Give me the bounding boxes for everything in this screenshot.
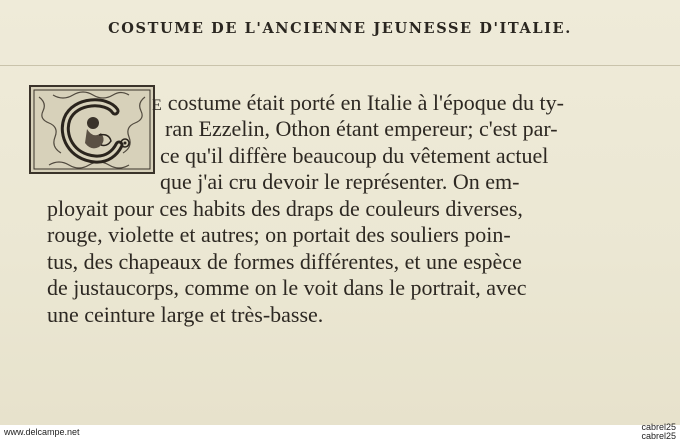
- paragraph-line-9: une ceinture large et très-basse.: [47, 302, 324, 327]
- paragraph-line-6: rouge, violette et autres; on portait des souliers poin-: [47, 222, 511, 247]
- ornate-letter-c-icon: [29, 85, 155, 174]
- watermark-seller: [641, 423, 676, 441]
- dropcap-continuation: E: [152, 97, 163, 114]
- watermark-bar: [0, 422, 680, 441]
- paragraph-line-8: de justaucorps, comme on le voit dans le portrait, avec: [47, 275, 527, 300]
- paragraph-line-1-text: costume était porté en Italie à l'époque du ty-: [162, 90, 564, 115]
- watermark-seller-line-2: cabrel25: [641, 431, 676, 441]
- paragraph-line-4: que j'ai cru devoir le représenter. On em-: [160, 169, 520, 194]
- page-title: COSTUME DE L'ANCIENNE JEUNESSE D'ITALIE.: [108, 20, 572, 37]
- watermark-site: www.delcampe.net: [4, 427, 80, 437]
- watermark-seller-line-1: cabrel25: [641, 422, 676, 432]
- paragraph-line-1: [152, 90, 564, 116]
- paragraph-line-3: ce qu'il diffère beaucoup du vêtement actuel: [160, 143, 549, 168]
- paragraph-line-7: tus, des chapeaux de formes différentes, et une espèce: [47, 249, 522, 274]
- divider: [0, 65, 680, 66]
- paragraph-line-2: ran Ezzelin, Othon étant empereur; c'est par-: [165, 116, 558, 141]
- paragraph-line-5: ployait pour ces habits des draps de couleurs diverses,: [47, 196, 523, 221]
